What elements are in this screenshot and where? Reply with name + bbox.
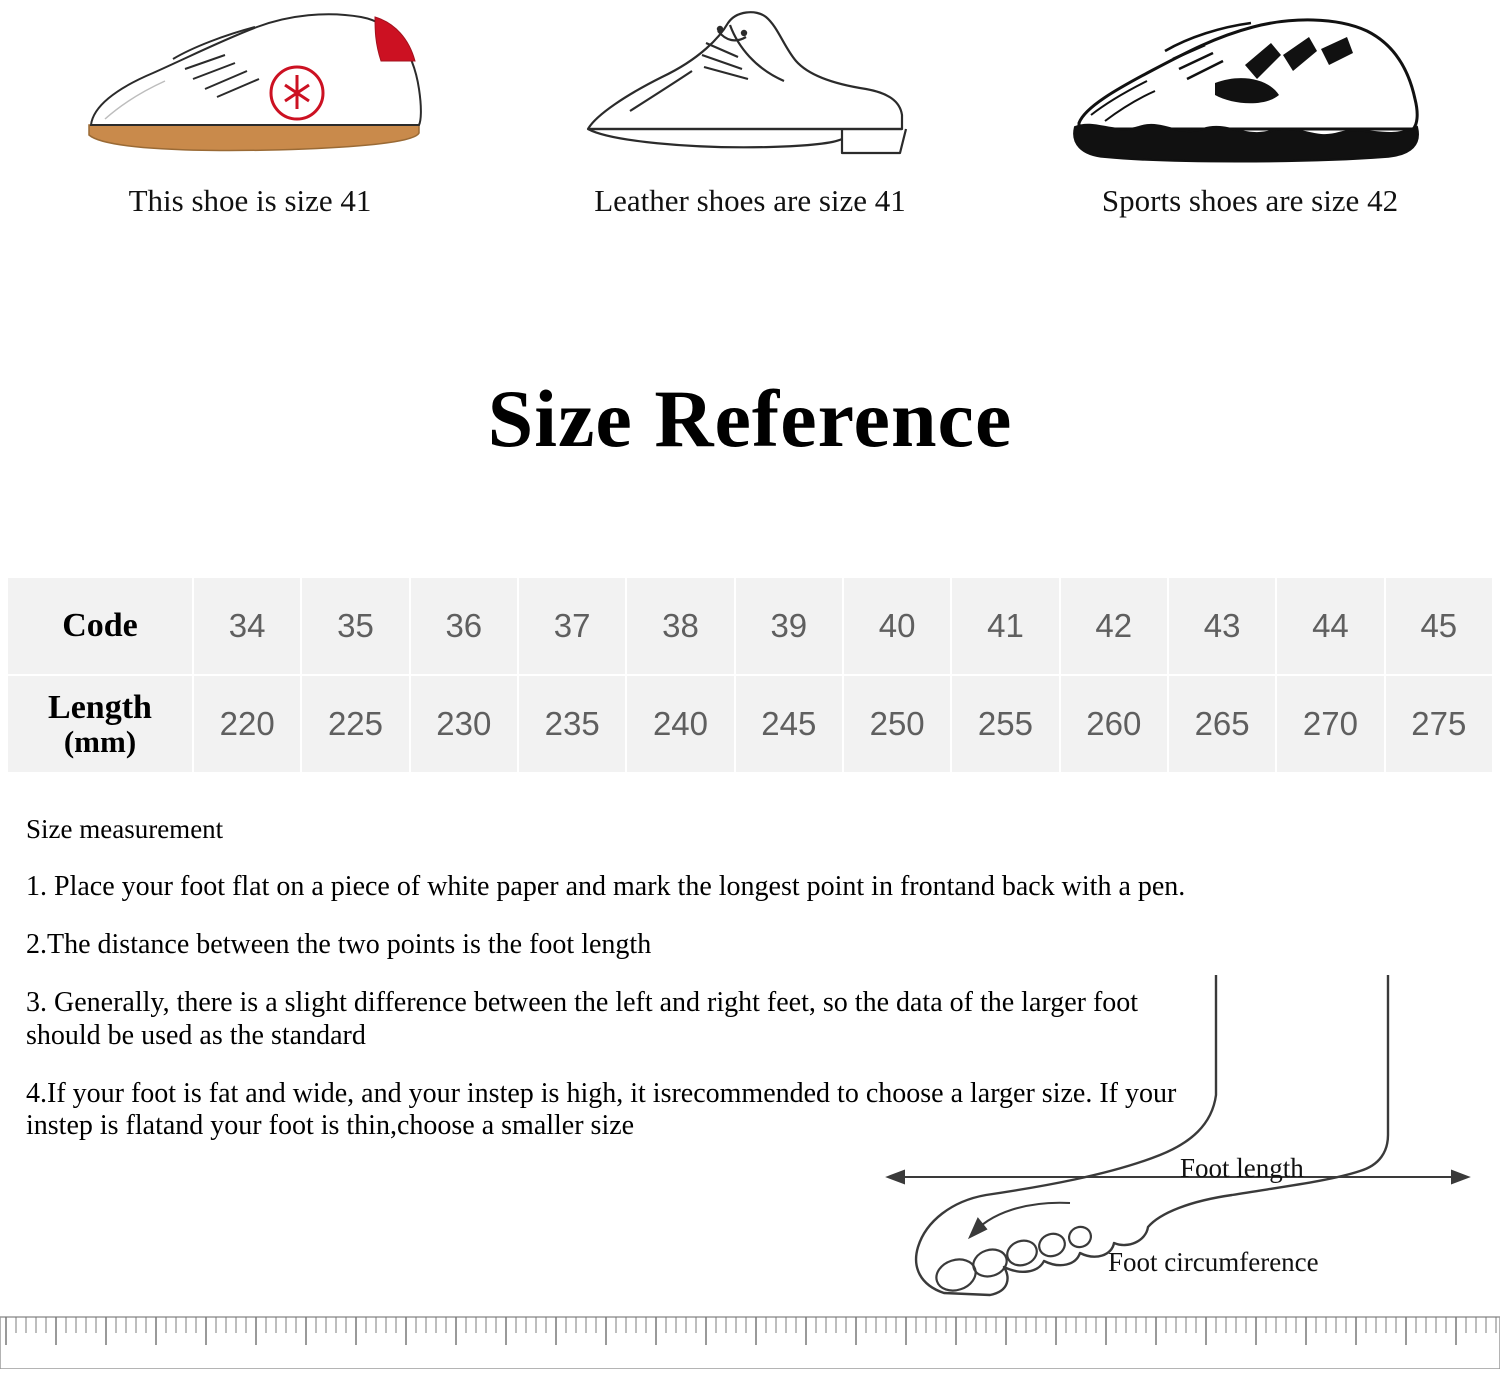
cell-length: 235 <box>518 675 626 773</box>
leather-shoe-outline <box>560 0 940 175</box>
ruler-strip <box>0 1311 1500 1369</box>
cell-code: 45 <box>1385 577 1493 675</box>
row-header-length-main: Length <box>48 688 152 726</box>
row-header-code: Code <box>7 577 193 675</box>
cell-code: 40 <box>843 577 951 675</box>
cell-code: 36 <box>410 577 518 675</box>
measurement-step-1: 1. Place your foot flat on a piece of white paper and mark the longest point in frontand back with a pen. <box>26 871 1186 902</box>
shoe-caption-2: Leather shoes are size 41 <box>594 183 906 218</box>
cell-length: 225 <box>301 675 409 773</box>
row-header-length-unit: (mm) <box>63 723 137 759</box>
cell-code: 44 <box>1276 577 1384 675</box>
shoe-example-1 <box>0 0 500 219</box>
ruler-svg <box>0 1311 1500 1369</box>
shoe-examples-row <box>0 0 1500 260</box>
cell-code: 35 <box>301 577 409 675</box>
cell-code: 41 <box>951 577 1059 675</box>
table-row-length <box>7 675 1493 773</box>
size-reference-table <box>6 576 1494 774</box>
row-header-length <box>7 675 193 773</box>
cell-length: 245 <box>735 675 843 773</box>
cell-length: 250 <box>843 675 951 773</box>
shoe-caption-1: This shoe is size 41 <box>128 183 372 218</box>
cell-code: 42 <box>1060 577 1168 675</box>
sports-shoe-outline <box>1060 0 1440 175</box>
foot-circumference-label: Foot circumference <box>1108 1247 1319 1277</box>
cell-length: 275 <box>1385 675 1493 773</box>
cell-length: 265 <box>1168 675 1276 773</box>
shoe-example-3 <box>1000 0 1500 219</box>
cell-length: 220 <box>193 675 301 773</box>
measurement-step-3: 3. Generally, there is a slight difference between the left and right feet, so the data of the larger foot should be used as the standard <box>26 987 1139 1051</box>
foot-length-label: Foot length <box>1180 1153 1304 1183</box>
cell-code: 38 <box>626 577 734 675</box>
table-row-code <box>7 577 1493 675</box>
shoe-example-2 <box>500 0 1000 219</box>
cell-length: 230 <box>410 675 518 773</box>
shoe-caption-3: Sports shoes are size 42 <box>1101 183 1399 218</box>
cell-length: 270 <box>1276 675 1384 773</box>
cell-code: 43 <box>1168 577 1276 675</box>
cell-code: 39 <box>735 577 843 675</box>
white-sneaker-photo <box>60 0 440 175</box>
cell-code: 34 <box>193 577 301 675</box>
foot-measurement-diagram <box>860 975 1500 1305</box>
cell-length: 240 <box>626 675 734 773</box>
page-title: Size Reference <box>487 373 1013 464</box>
cell-length: 255 <box>951 675 1059 773</box>
cell-length: 260 <box>1060 675 1168 773</box>
measurement-heading: Size measurement <box>26 814 224 844</box>
measurement-step-2: 2.The distance between the two points is the foot length <box>26 929 652 961</box>
measurement-step-4: 4.If your foot is fat and wide, and your instep is high, it isrecommended to choose a larger size. If your instep is flatand your foot is thin,choose a smaller size <box>26 1077 1177 1141</box>
cell-code: 37 <box>518 577 626 675</box>
size-table-container <box>0 576 1500 774</box>
